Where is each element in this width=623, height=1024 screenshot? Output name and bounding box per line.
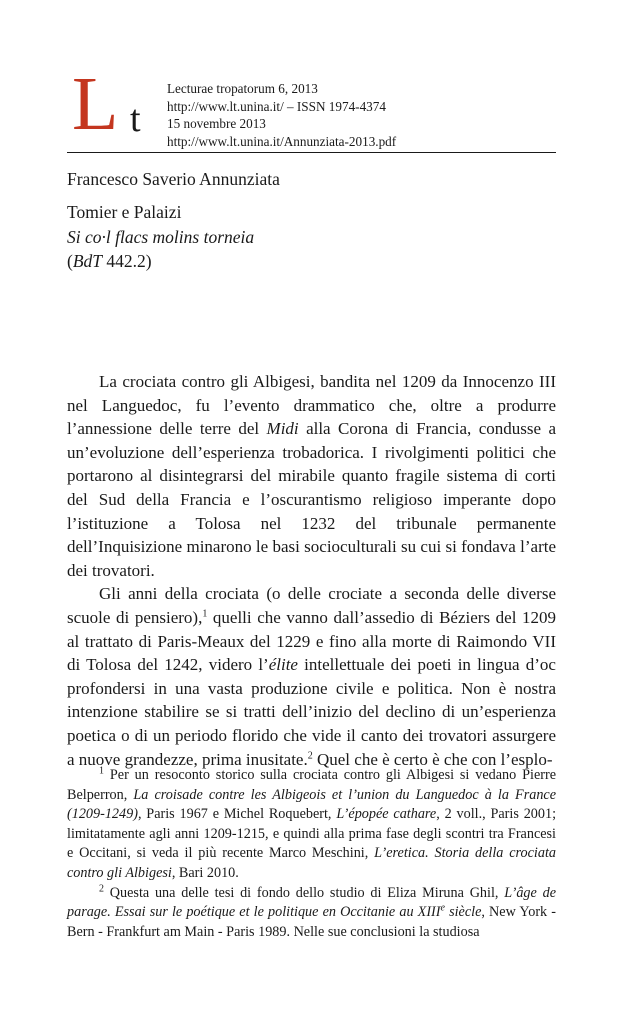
fn1-text-a: Per un resoconto storico sulla crociata contro gli Albigesi si vedano Pierre Belperron, [67, 767, 556, 803]
fn2-title-2: siècle [444, 904, 482, 921]
header-divider [67, 152, 556, 153]
pdf-url: http://www.lt.unina.it/Annunziata-2013.pdf [167, 133, 397, 149]
title-incipit: Si co·l flacs molins torneia [67, 226, 255, 247]
footnote-2-number: 2 [99, 882, 104, 894]
logo-letter-t: t [130, 98, 141, 140]
fn1-text-c: , 2 voll., Paris 2001; limitatamente agli anni 1209-1215, e quindi alla prima fase degli scontri tra Francesi e Occitani, si veda il più recente Marco Meschini, [67, 806, 557, 862]
footnote-2 [67, 884, 556, 943]
journal-issue: Lecturae tropatorum 6, 2013 [167, 81, 318, 96]
article-author: Francesco Saverio Annunziata [67, 169, 280, 189]
bdt-number: 442.2) [102, 251, 152, 271]
p1-text-b: alla Corona di Francia, condusse a un’evoluzione dell’esperienza trobadorica. I rivolgimenti politici che portarono al disintegrarsi del mirabile quanto fragile sistema di corti del Sud della Francia e l’oscurantismo religioso imperante dopo l’istituzione a Tolosa nel 1232 del tribunale permanente dell’Inquisizione minarono le basi socioculturali su cui si fondava l’arte dei trovatori. [67, 419, 556, 580]
footnote-1 [67, 766, 556, 884]
paragraph-2 [67, 582, 556, 771]
article-body [67, 370, 556, 771]
footnote-1-number: 1 [99, 765, 104, 777]
p2-elite: élite [268, 655, 298, 675]
p2-text-b: quelli che vanno dall’assedio di Béziers del 1209 al trattato di Paris-Meaux del 1229 e fino alla morte di Raimondo VII di Tolosa del 1242, videro l’ [67, 607, 556, 675]
publication-date: 15 novembre 2013 [167, 116, 266, 131]
footnote-ref-2[interactable]: 2 [307, 749, 313, 761]
footnote-ref-1[interactable]: 1 [202, 608, 208, 620]
title-authors: Tomier e Palaizi [67, 202, 182, 222]
fn2-century-sup: e [440, 902, 445, 914]
fn2-text-a: Questa una delle tesi di fondo dello studio di Eliza Miruna Ghil, [104, 884, 505, 901]
p2-text-c: intellettuale dei poeti in lingua d’oc profondersi in una vasta produzione civile e politica. Non è nostra intenzione stabilire se si tratti dell’inizio del declino di un’esperienza poetica o di un periodo florido che vide il canto dei trovatori assurgere a nuove grandezze, prima inusitate. [67, 655, 556, 769]
paragraph-1 [67, 370, 556, 582]
fn1-text-d: , Bari 2010. [171, 864, 239, 881]
p1-text-a: La crociata contro gli Albigesi, bandita nel 1209 da Innocenzo III nel Languedoc, fu l’evento drammatico che, oltre a produrre l’annessione delle terre del [67, 372, 556, 439]
journal-header [167, 80, 396, 150]
p2-text-d: Quel che è certo è che con l’esplo- [312, 749, 553, 769]
fn1-title-2: L’épopée cathare [336, 806, 437, 823]
bdt-reference [67, 249, 254, 274]
journal-logo [72, 62, 168, 146]
bdt-label: BdT [72, 251, 103, 271]
footnotes [67, 766, 556, 942]
logo-letter-l: L [72, 62, 119, 146]
fn1-title-1: La croisade contre les Albigeois et l’union du Languedoc à la France (1209-1249) [67, 786, 557, 823]
bdt-open: ( [67, 251, 73, 271]
journal-site-issn: http://www.lt.unina.it/ – ISSN 1974-4374 [167, 98, 386, 114]
article-title [67, 200, 254, 274]
fn2-title-1: L’âge de parage. Essai sur le poétique et le politique en Occitanie au XIII [67, 884, 556, 921]
p2-text-a: Gli anni della crociata (o delle crociate a seconda delle diverse scuole di pensiero), [67, 584, 556, 627]
fn1-title-3: L’eretica. Storia della crociata contro gli Albigesi [67, 845, 556, 881]
fn2-text-b: , New York - Bern - Frankfurt am Main - Paris 1989. Nelle sue conclusioni la studiosa [67, 904, 556, 940]
fn1-text-b: , Paris 1967 e Michel Roquebert, [137, 806, 337, 823]
p1-midi: Midi [266, 419, 299, 439]
